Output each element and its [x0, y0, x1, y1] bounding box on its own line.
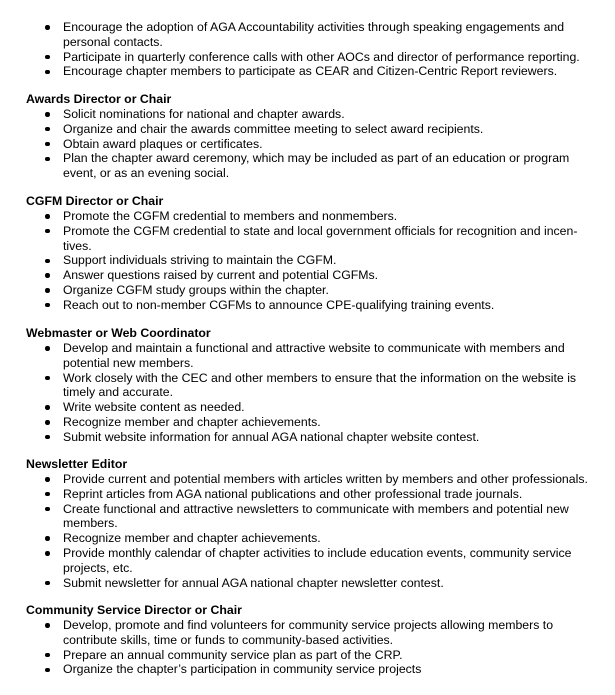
list-item: Organize and chair the awards committee meeting to select award recipients. — [0, 122, 593, 137]
list-item: Encourage chapter members to participate as CEAR and Citizen-Centric Report reviewers. — [0, 64, 593, 79]
cgfm-list — [0, 209, 593, 313]
intro-list — [0, 20, 593, 79]
list-item: Promote the CGFM credential to members and nonmembers. — [0, 209, 593, 224]
list-item: Submit website information for annual AGA national chapter website contest. — [0, 430, 593, 445]
list-item: Organize CGFM study groups within the chapter. — [0, 283, 593, 298]
webmaster-list — [0, 341, 593, 445]
list-item: Reprint articles from AGA national publications and other professional trade journals. — [0, 487, 593, 502]
list-item: Create functional and attractive newsletters to communicate with members and potential new members. — [0, 502, 593, 532]
list-item: Develop and maintain a functional and attractive website to communicate with members and potential new members. — [0, 341, 593, 371]
list-item: Submit newsletter for annual AGA national chapter newsletter contest. — [0, 576, 593, 591]
list-item: Support individuals striving to maintain the CGFM. — [0, 253, 593, 268]
list-item: Recognize member and chapter achievements. — [0, 415, 593, 430]
section-heading-webmaster: Webmaster or Web Coordinator — [26, 326, 211, 340]
list-item: Provide monthly calendar of chapter activities to include education events, community service projects, etc. — [0, 546, 593, 576]
list-item: Recognize member and chapter achievements. — [0, 531, 593, 546]
list-item: Plan the chapter award ceremony, which may be included as part of an education or program event, or as an evening social. — [0, 151, 593, 181]
list-item: Promote the CGFM credential to state and local government officials for recognition and incen-tives. — [0, 224, 593, 254]
awards-list — [0, 107, 593, 181]
list-item: Solicit nominations for national and chapter awards. — [0, 107, 593, 122]
list-item: Reach out to non-member CGFMs to announce CPE-qualifying training events. — [0, 298, 593, 313]
list-item: Write website content as needed. — [0, 400, 593, 415]
list-item: Develop, promote and find volunteers for community service projects allowing members to contribute skills, time or funds to community-based activities. — [0, 618, 593, 648]
list-item: Prepare an annual community service plan as part of the CRP. — [0, 648, 593, 663]
list-item: Participate in quarterly conference calls with other AOCs and director of performance reporting. — [0, 50, 593, 65]
newsletter-list — [0, 472, 593, 590]
list-item: Obtain award plaques or certificates. — [0, 137, 593, 152]
list-item: Answer questions raised by current and potential CGFMs. — [0, 268, 593, 283]
list-item: Organize the chapter’s participation in community service projects — [0, 662, 593, 677]
list-item: Encourage the adoption of AGA Accountability activities through speaking engagements and personal contacts. — [0, 20, 593, 50]
list-item: Provide current and potential members with articles written by members and other professionals. — [0, 472, 593, 487]
community-list — [0, 618, 593, 677]
section-heading-newsletter: Newsletter Editor — [26, 457, 128, 471]
list-item: Work closely with the CEC and other members to ensure that the information on the website is timely and accurate. — [0, 371, 593, 401]
section-heading-community: Community Service Director or Chair — [26, 603, 242, 617]
section-heading-awards: Awards Director or Chair — [26, 92, 172, 106]
section-heading-cgfm: CGFM Director or Chair — [26, 194, 164, 208]
